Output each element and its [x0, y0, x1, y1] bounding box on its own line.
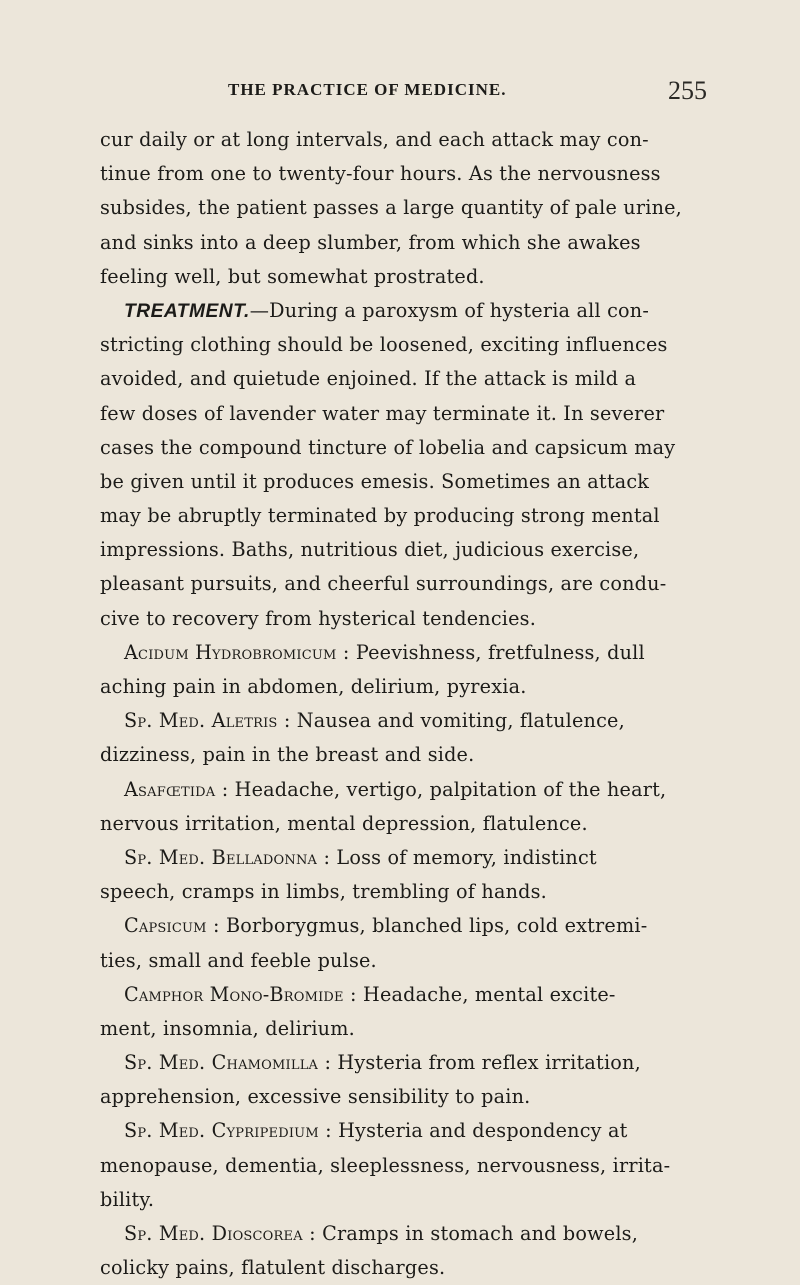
remedy-entry [100, 773, 708, 807]
treatment-heading: TREATMENT. [124, 300, 250, 322]
remedy-name: Sp. Med. Cypripedium [124, 1119, 319, 1143]
text-line: stricting clothing should be loosened, exciting influences [100, 333, 668, 357]
treatment-first-line [100, 294, 708, 328]
text-line: bility. [100, 1187, 155, 1211]
text-line: tinue from one to twenty-four hours. As the nervousness [100, 162, 661, 186]
remedy-entry [100, 1217, 708, 1251]
page-header [0, 76, 800, 110]
text-line: avoided, and quietude enjoined. If the attack is mild a [100, 367, 637, 391]
text-line: cases the compound tincture of lobelia and capsicum may [100, 435, 676, 459]
remedy-indications: : Loss of memory, indistinct [323, 845, 597, 869]
remedy-indications: : Headache, vertigo, palpitation of the heart, [221, 777, 667, 801]
remedy-entry [100, 909, 708, 943]
remedy-entry [100, 978, 708, 1012]
text-line: and sinks into a deep slumber, from which she awakes [100, 230, 641, 254]
remedy-indications: : Nausea and vomiting, flatulence, [283, 709, 625, 733]
remedy-indications: : Borborygmus, blanched lips, cold extremi- [212, 914, 648, 938]
text-line: dizziness, pain in the breast and side. [100, 743, 475, 767]
remedy-indications: : Hysteria and despondency at [325, 1119, 628, 1143]
text-line: speech, cramps in limbs, trembling of hands. [100, 880, 547, 904]
text-line: cive to recovery from hysterical tendencies. [100, 606, 537, 630]
text-line: few doses of lavender water may terminate it. In severer [100, 401, 665, 425]
text-line: apprehension, excessive sensibility to pain. [100, 1085, 531, 1109]
text-line: colicky pains, flatulent discharges. [100, 1256, 446, 1280]
remedy-name: Sp. Med. Belladonna [124, 845, 318, 869]
remedy-indications: : Hysteria from reflex irritation, [324, 1051, 641, 1075]
text-line: feeling well, but somewhat prostrated. [100, 264, 485, 288]
remedy-indications: : Headache, mental excite- [350, 982, 616, 1006]
remedy-entry [100, 704, 708, 738]
text-line: be given until it produces emesis. Sometimes an attack [100, 469, 650, 493]
page-number: 255 [668, 76, 707, 105]
text-line: nervous irritation, mental depression, flatulence. [100, 811, 588, 835]
text-line: may be abruptly terminated by producing strong mental [100, 504, 660, 528]
remedy-entry [100, 636, 708, 670]
text-line: aching pain in abdomen, delirium, pyrexia. [100, 675, 527, 698]
remedy-list [100, 636, 708, 1285]
remedy-indications: : Peevishness, fretfulness, dull [342, 640, 645, 664]
remedy-name: Camphor Mono-Bromide [124, 982, 344, 1006]
remedy-entry [100, 1046, 708, 1080]
text-line: cur daily or at long intervals, and each attack may con- [100, 128, 649, 151]
text-line: pleasant pursuits, and cheerful surroundings, are condu- [100, 572, 667, 596]
remedy-name: Acidum Hydrobromicum [124, 640, 337, 664]
remedy-name: Sp. Med. Dioscorea [124, 1222, 303, 1245]
remedy-name: Asafœtida [124, 777, 216, 801]
text-line: ties, small and feeble pulse. [100, 948, 377, 972]
remedy-name: Capsicum [124, 914, 207, 938]
text-line: menopause, dementia, sleeplessness, nervousness, irrita- [100, 1153, 671, 1177]
text-line: impressions. Baths, nutritious diet, judicious exercise, [100, 538, 640, 562]
remedy-entry [100, 1114, 708, 1148]
body-text [100, 123, 708, 1285]
remedy-entry [100, 841, 708, 875]
text-line: subsides, the patient passes a large quantity of pale urine, [100, 196, 682, 220]
running-title: THE PRACTICE OF MEDICINE. [228, 80, 507, 99]
remedy-indications: : Cramps in stomach and bowels, [309, 1222, 639, 1245]
remedy-name: Sp. Med. Aletris [124, 709, 278, 733]
text-line: ment, insomnia, delirium. [100, 1016, 355, 1040]
remedy-name: Sp. Med. Chamomilla [124, 1051, 319, 1075]
text-line: —During a paroxysm of hysteria all con- [249, 298, 650, 322]
